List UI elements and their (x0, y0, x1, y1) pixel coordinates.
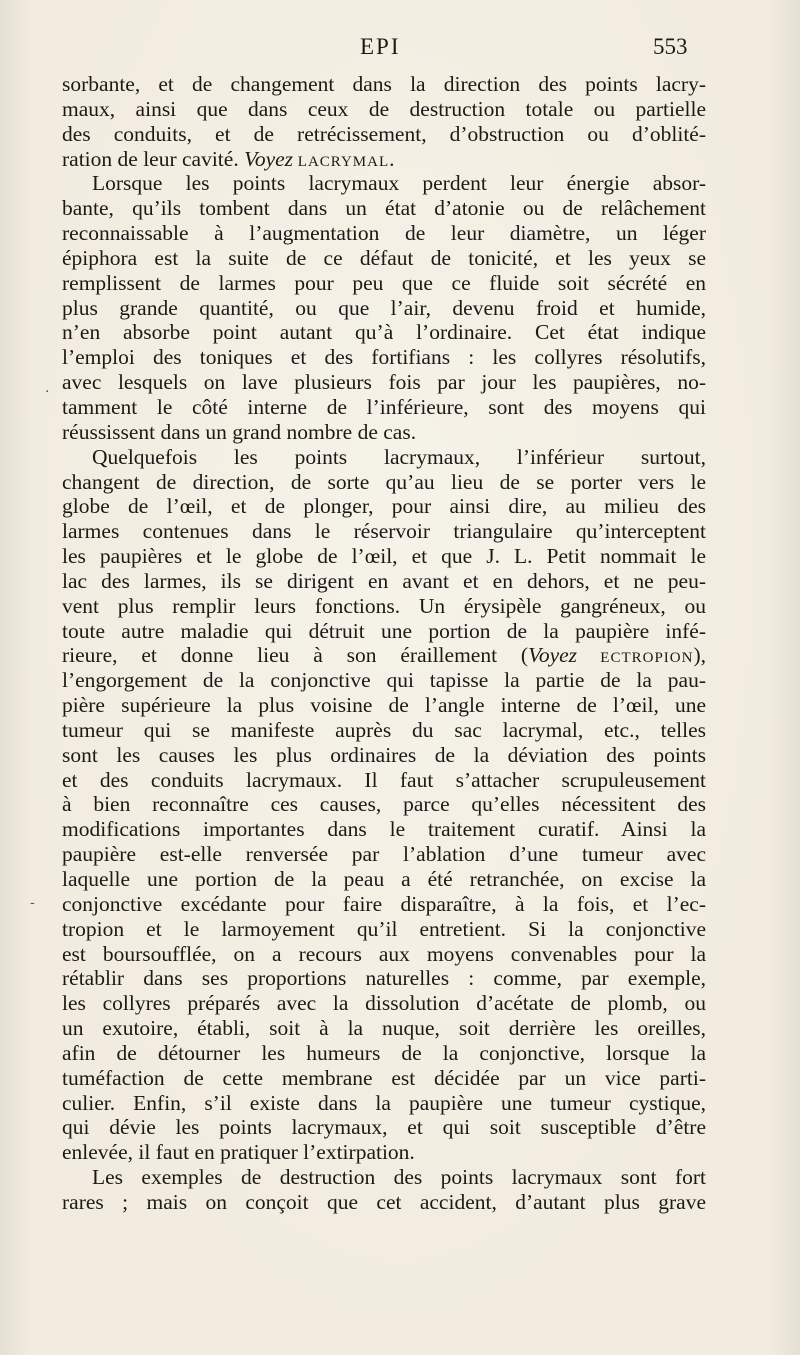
line-text: qui dévie les points lacrymaux, et qui soit susceptible d’être (62, 1115, 706, 1140)
line-text: avec lesquels on lave plusieurs fois par jour les paupières, no- (62, 370, 706, 395)
line-text: ration de leur cavité. (62, 146, 245, 171)
line-text: réussissent dans un grand nombre de cas. (62, 419, 417, 444)
line-text: tuméfaction de cette membrane est décidée par un vice parti- (62, 1065, 706, 1090)
line-text: culier. Enfin, s’il existe dans la paupière une tumeur cystique, (62, 1090, 706, 1115)
line-text: lac des larmes, ils se dirigent en avant et en dehors, et ne peu- (62, 568, 706, 593)
text-line (62, 1016, 706, 1041)
body-text (62, 72, 706, 1215)
text-line (62, 296, 706, 321)
text-line (62, 991, 706, 1016)
line-text: reconnaissable à l’augmentation de leur diamètre, un léger (62, 221, 706, 246)
line-text: toute autre maladie qui détruit une portion de la paupière infé- (62, 618, 706, 643)
line-text: rieure, et donne lieu à son éraillement ( (62, 643, 529, 668)
line-text: tropion et le larmoyement qu’il entretient. Si la conjonctive (62, 916, 706, 941)
line-text: n’en absorbe point autant qu’à l’ordinaire. Cet état indique (62, 320, 706, 345)
text-line (62, 72, 706, 97)
line-text: est boursoufflée, on a recours aux moyens convenables pour la (62, 941, 706, 966)
text-line (62, 867, 706, 892)
line-text: épiphora est la suite de ce défaut de tonicité, et les yeux se (62, 245, 706, 270)
line-text: changent de direction, de sorte qu’au lieu de se porter vers le (62, 469, 706, 494)
line-text: sorbante, et de changement dans la direction des points lacry- (62, 72, 706, 96)
line-text: Quelquefois les points lacrymaux, l’inférieur surtout, (92, 444, 706, 469)
line-text: conjonctive excédante pour faire disparaître, à la fois, et l’ec- (62, 891, 706, 916)
running-head-title: EPI (360, 34, 401, 59)
line-text: paupière est-elle renversée par l’ablation d’une tumeur avec (62, 842, 706, 867)
text-line (62, 544, 706, 569)
text-line (62, 892, 706, 917)
line-text: pière supérieure la plus voisine de l’angle interne de l’œil, une (62, 693, 706, 718)
text-line (62, 196, 706, 221)
text-line (62, 917, 706, 942)
small-caps-reference: LACRYMAL (293, 153, 390, 170)
text-line (62, 445, 706, 470)
margin-mark: . (45, 380, 50, 396)
text-line (62, 668, 706, 693)
text-line (62, 271, 706, 296)
text-line (62, 1091, 706, 1116)
text-line (62, 817, 706, 842)
text-line (62, 171, 706, 196)
italic-reference: Voyez (528, 643, 578, 668)
small-caps-reference: ECTROPION (577, 650, 694, 667)
line-text: un exutoire, établi, soit à la nuque, soit derrière les oreilles, (62, 1016, 706, 1041)
text-line (62, 221, 706, 246)
text-line (62, 147, 706, 172)
text-line (62, 792, 706, 817)
line-text: laquelle une portion de la peau a été retranchée, on excise la (62, 867, 706, 891)
text-line (62, 619, 706, 644)
running-head (0, 34, 800, 64)
line-text: modifications importantes dans le traitement curatif. Ainsi la (62, 817, 706, 842)
line-text: ), (693, 643, 706, 668)
line-text: des conduits, et de retrécissement, d’obstruction ou d’oblité- (62, 121, 706, 146)
line-text: . (389, 146, 395, 171)
line-text: larmes contenues dans le réservoir triangulaire qu’interceptent (62, 519, 706, 544)
text-line (62, 122, 706, 147)
text-line (62, 246, 706, 271)
text-line (62, 519, 706, 544)
margin-mark: - (30, 895, 35, 911)
text-line (62, 494, 706, 519)
line-text: les collyres préparés avec la dissolution d’acétate de plomb, ou (62, 991, 706, 1016)
text-line (62, 420, 706, 445)
line-text: remplissent de larmes pour peu que ce fluide soit sécrété en (62, 270, 706, 295)
text-line (62, 569, 706, 594)
text-line (62, 743, 706, 768)
line-text: vent plus remplir leurs fonctions. Un érysipèle gangréneux, ou (62, 593, 706, 618)
line-text: rares ; mais on conçoit que cet accident, d’autant plus grave (62, 1189, 706, 1214)
page-number: 553 (653, 34, 688, 59)
text-line (62, 1165, 706, 1190)
text-line (62, 643, 706, 668)
text-line (62, 1115, 706, 1140)
line-text: l’emploi des toniques et des fortifians : les collyres résolutifs, (62, 345, 706, 370)
text-line (62, 1190, 706, 1215)
line-text: bante, qu’ils tombent dans un état d’atonie ou de relâchement (62, 196, 706, 221)
line-text: rétablir dans ses proportions naturelles : comme, par exemple, (62, 966, 706, 991)
text-line (62, 966, 706, 991)
text-line (62, 395, 706, 420)
line-text: sont les causes les plus ordinaires de la déviation des points (62, 742, 706, 767)
line-text: tumeur qui se manifeste auprès du sac lacrymal, etc., telles (62, 717, 706, 742)
line-text: afin de détourner les humeurs de la conjonctive, lorsque la (62, 1040, 706, 1065)
text-line (62, 320, 706, 345)
text-line (62, 97, 706, 122)
line-text: à bien reconnaître ces causes, parce qu’elles nécessitent des (62, 792, 706, 817)
text-line (62, 1066, 706, 1091)
text-line (62, 594, 706, 619)
text-line (62, 942, 706, 967)
text-line (62, 1140, 706, 1165)
text-line (62, 370, 706, 395)
text-line (62, 345, 706, 370)
line-text: l’engorgement de la conjonctive qui tapisse la partie de la pau- (62, 668, 706, 693)
text-line (62, 693, 706, 718)
line-text: globe de l’œil, et de plonger, pour ainsi dire, au milieu des (62, 494, 706, 519)
line-text: enlevée, il faut en pratiquer l’extirpation. (62, 1140, 415, 1165)
text-line (62, 768, 706, 793)
text-line (62, 1041, 706, 1066)
text-line (62, 718, 706, 743)
line-text: Lorsque les points lacrymaux perdent leur énergie absor- (92, 171, 706, 196)
text-line (62, 470, 706, 495)
line-text: tamment le côté interne de l’inférieure, sont des moyens qui (62, 394, 706, 419)
line-text: les paupières et le globe de l’œil, et que J. L. Petit nommait le (62, 544, 706, 569)
line-text: et des conduits lacrymaux. Il faut s’attacher scrupuleusement (62, 767, 706, 792)
line-text: maux, ainsi que dans ceux de destruction totale ou partielle (62, 96, 706, 121)
line-text: Les exemples de destruction des points lacrymaux sont fort (92, 1165, 706, 1190)
italic-reference: Voyez (244, 146, 294, 171)
line-text: plus grande quantité, ou que l’air, devenu froid et humide, (62, 295, 706, 320)
text-line (62, 842, 706, 867)
